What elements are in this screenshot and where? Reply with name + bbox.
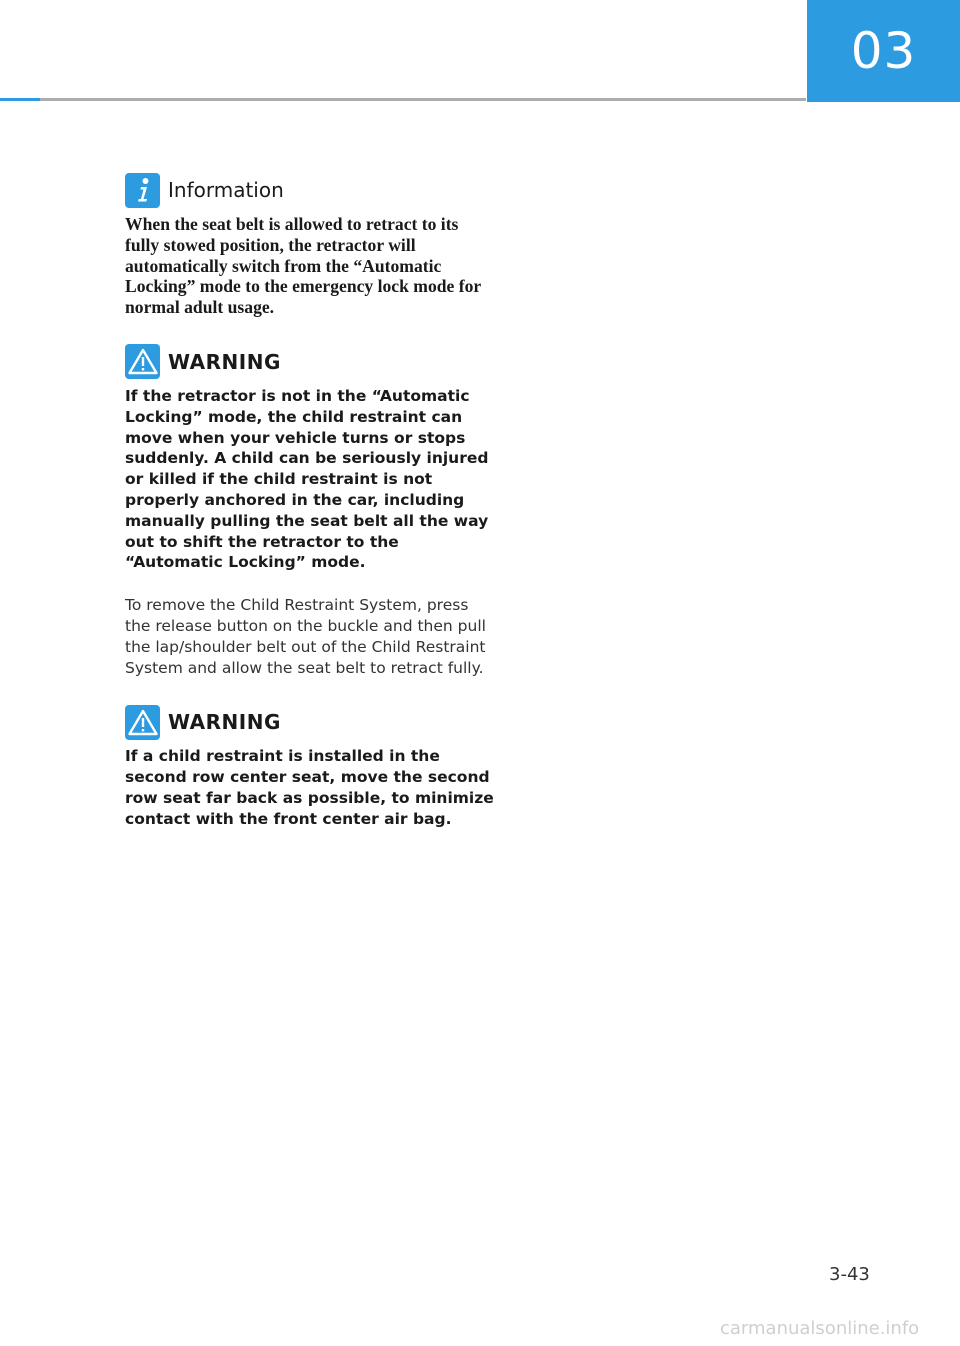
information-body: When the seat belt is allowed to retract to its fully stowed position, the retractor will automatically switch from the “Automatic Locking” mode to the emergency lock mode for normal adult usage. [125, 214, 481, 318]
info-icon [125, 173, 160, 208]
warning-body-2: If a child restraint is installed in the second row center seat, move the second row seat far back as possible, to minimize contact with the front center air bag. [125, 747, 494, 828]
content-column [125, 172, 495, 830]
warning-header-1 [125, 344, 495, 380]
warning-title-1: WARNING [168, 349, 281, 374]
warning-callout-1 [125, 344, 495, 573]
page-number: 3-43 [829, 1264, 870, 1285]
warning-callout-2 [125, 704, 495, 829]
header-rule [0, 98, 806, 101]
warning-icon [125, 705, 160, 740]
chapter-tab: 03 [807, 0, 960, 102]
warning-header-2 [125, 704, 495, 740]
information-title: Information [168, 178, 284, 202]
warning-body-1: If the retractor is not in the “Automatic Locking” mode, the child restraint can move when your vehicle turns or stops suddenly. A child can be seriously injured or killed if the child restraint is not properly anchored in the car, including manually pulling the seat belt all the way out to shift the retractor to the “Automatic Locking” mode. [125, 386, 489, 572]
watermark: carmanualsonline.info [720, 1318, 920, 1339]
warning-title-2: WARNING [168, 710, 281, 735]
header-rule-accent [0, 98, 40, 101]
information-callout [125, 172, 495, 318]
information-header [125, 172, 495, 208]
body-paragraph: To remove the Child Restraint System, press the release button on the buckle and then pull the lap/shoulder belt out of the Child Restraint System and allow the seat belt to retract fully. [125, 596, 486, 677]
warning-icon [125, 344, 160, 379]
